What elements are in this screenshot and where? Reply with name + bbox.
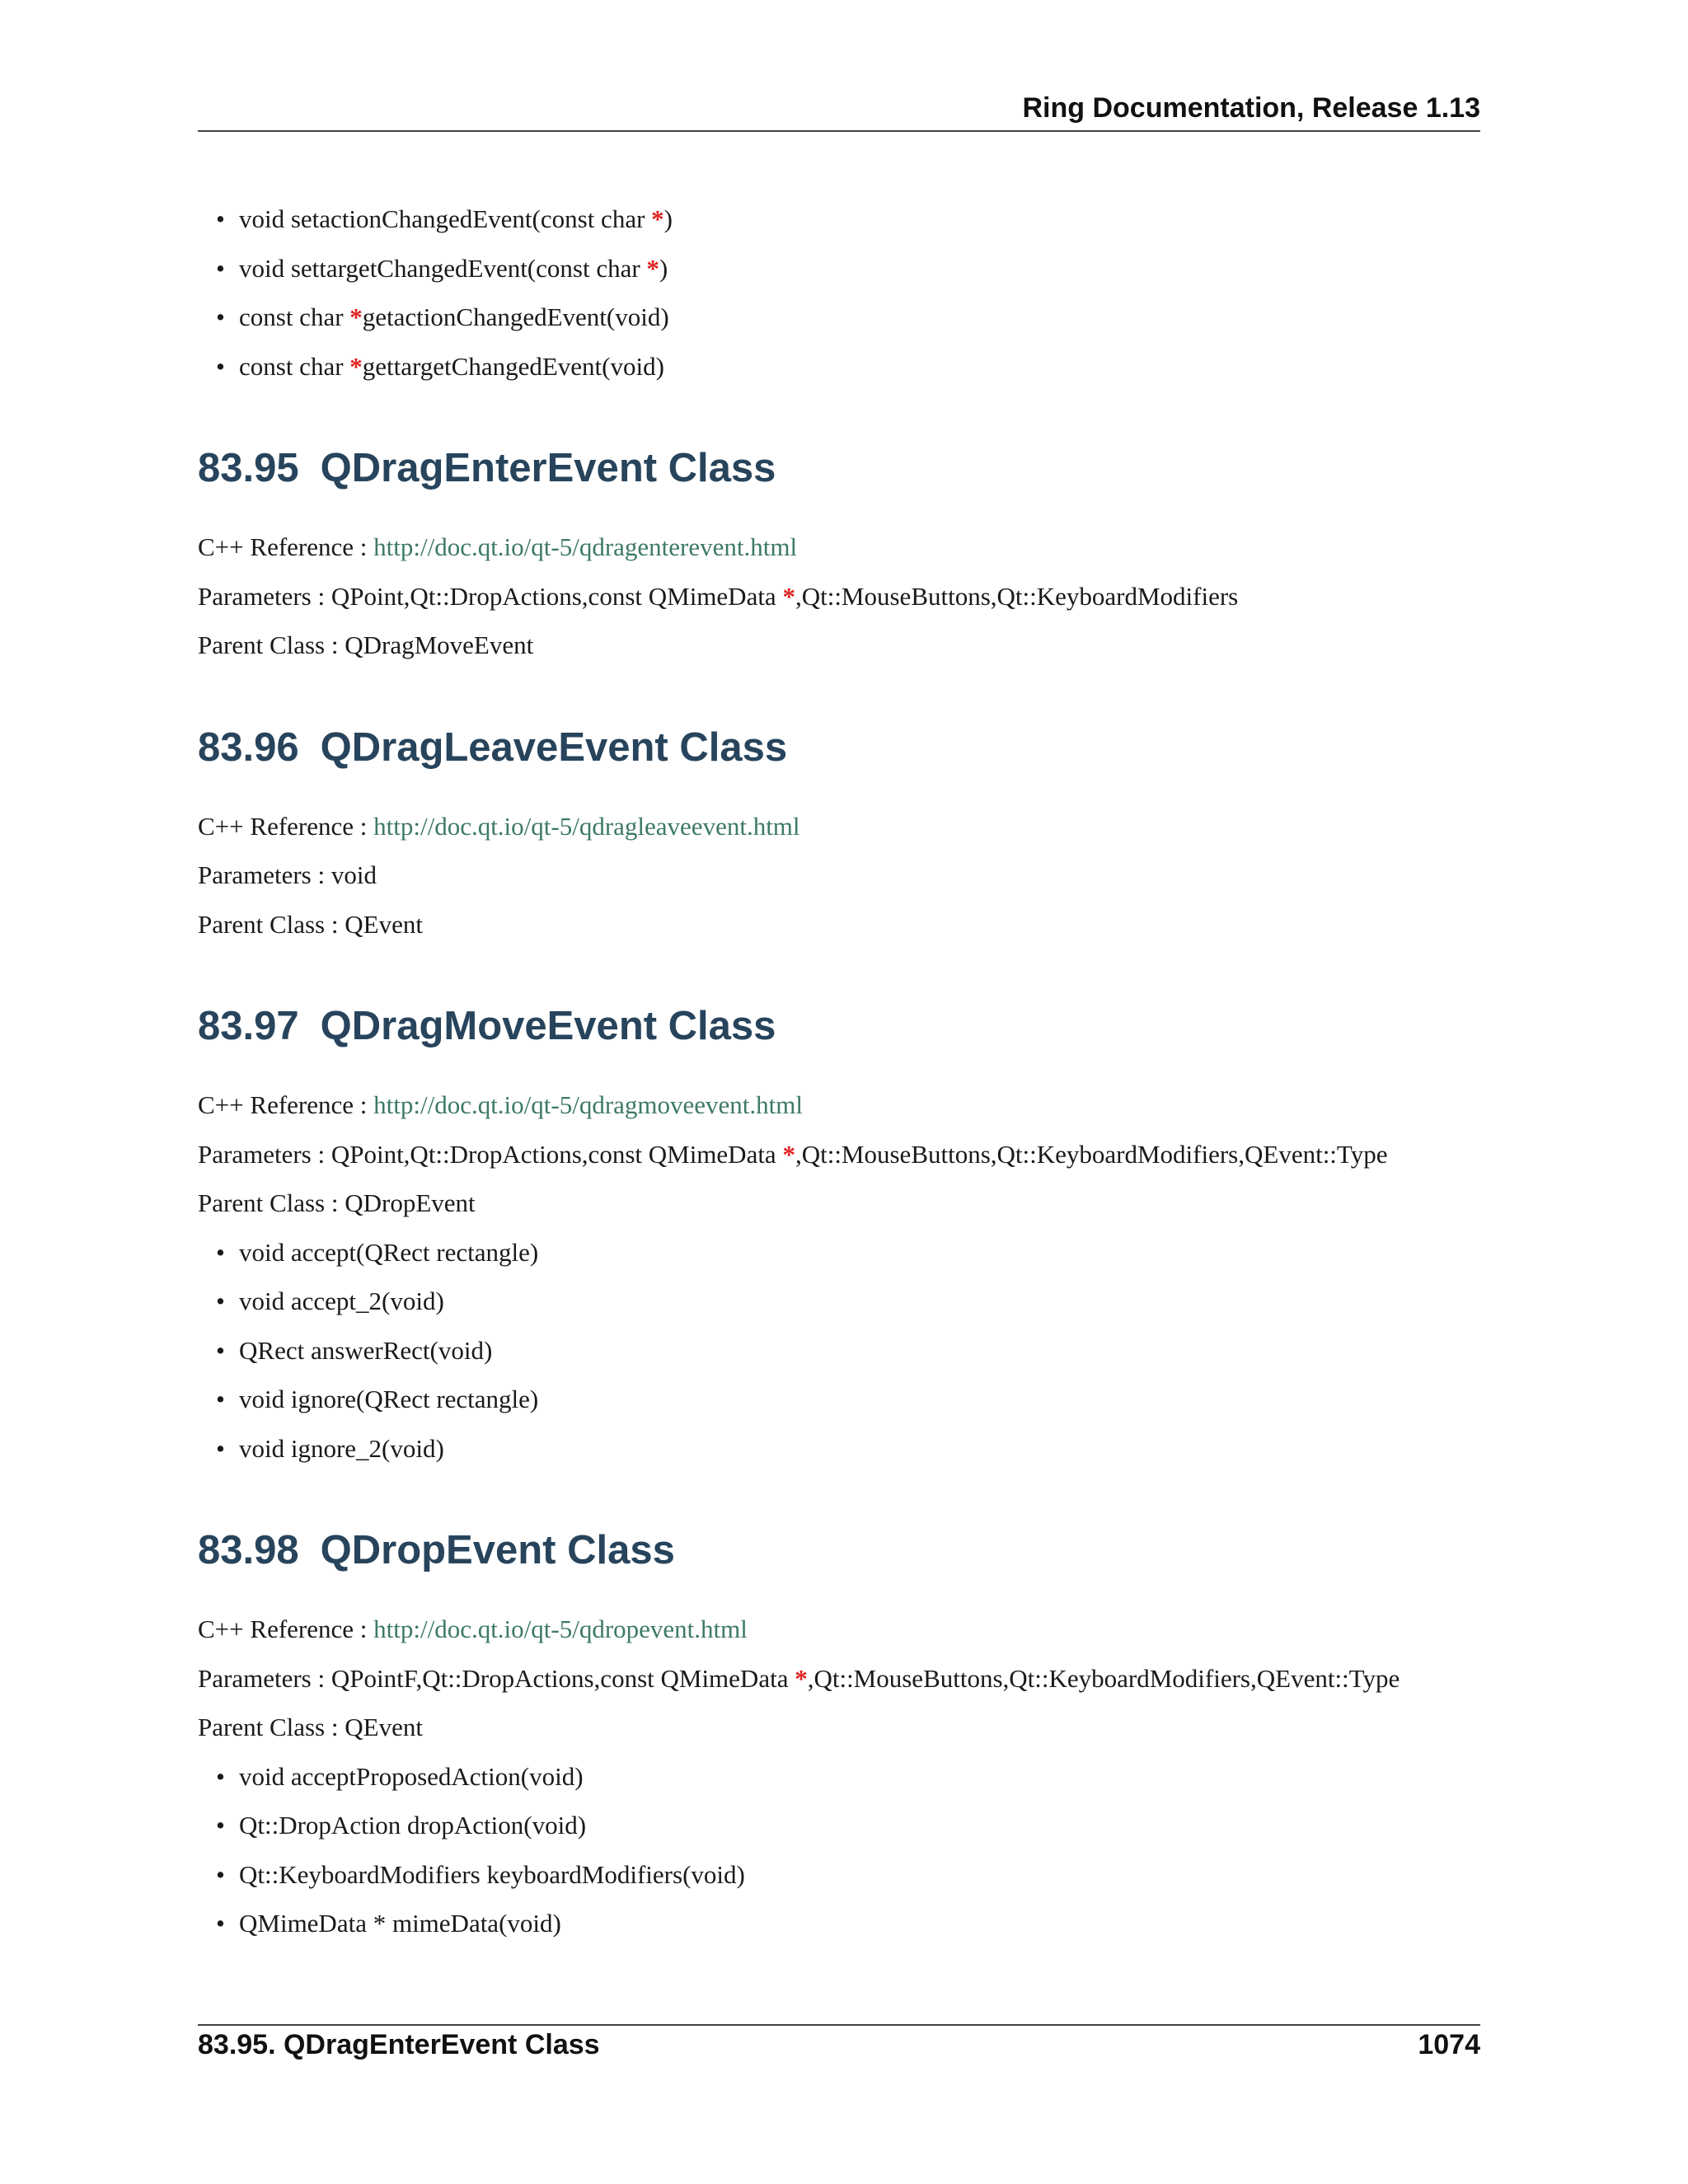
parameters: Parameters : void bbox=[198, 860, 377, 889]
bullet-icon: • bbox=[216, 1909, 225, 1938]
bullet-icon: • bbox=[216, 1335, 225, 1365]
reference-link[interactable]: http://doc.qt.io/qt-5/qdragleaveevent.html bbox=[373, 811, 800, 841]
bullet-icon: • bbox=[216, 1286, 225, 1315]
method-item: • void setactionChangedEvent(const char *) bbox=[239, 194, 1480, 244]
parent-class: Parent Class : QEvent bbox=[198, 909, 423, 939]
method-list bbox=[198, 1228, 1480, 1474]
section-title-qdragenterevent: 83.95 QDragEnterEvent Class bbox=[198, 446, 776, 490]
bullet-icon: • bbox=[216, 253, 225, 283]
bullet-icon: • bbox=[216, 1237, 225, 1267]
method-item: • void accept(QRect rectangle) bbox=[239, 1228, 1480, 1277]
section-title-qdragleaveevent: 83.96 QDragLeaveEvent Class bbox=[198, 724, 788, 770]
document-page bbox=[198, 0, 1480, 2184]
method-item: • const char *getactionChangedEvent(void) bbox=[239, 293, 1480, 342]
method-item: • Qt::DropAction dropAction(void) bbox=[239, 1801, 1480, 1850]
bullet-icon: • bbox=[216, 1859, 225, 1889]
method-item: • void ignore(QRect rectangle) bbox=[239, 1375, 1480, 1424]
method-item: • void settargetChangedEvent(const char *) bbox=[239, 244, 1480, 293]
method-item: • void ignore_2(void) bbox=[239, 1424, 1480, 1474]
reference-link[interactable]: http://doc.qt.io/qt-5/qdropevent.html bbox=[373, 1615, 748, 1643]
bullet-icon: • bbox=[216, 1761, 225, 1791]
section-title-qdragmoveevent: 83.97 QDragMoveEvent Class bbox=[198, 1004, 776, 1048]
method-item: • QRect answerRect(void) bbox=[239, 1326, 1480, 1376]
method-item: • const char *gettargetChangedEvent(void) bbox=[239, 342, 1480, 391]
footer-rule bbox=[198, 2024, 1480, 2026]
bullet-icon: • bbox=[216, 204, 225, 233]
reference-link[interactable]: http://doc.qt.io/qt-5/qdragmoveevent.html bbox=[373, 1090, 804, 1119]
method-item: • void accept_2(void) bbox=[239, 1277, 1480, 1326]
running-footer bbox=[198, 2029, 1480, 2061]
section-title-qdropevent: 83.98 QDropEvent Class bbox=[198, 1528, 675, 1572]
bullet-icon: • bbox=[216, 1811, 225, 1840]
reference-link[interactable]: http://doc.qt.io/qt-5/qdragenterevent.html bbox=[373, 532, 798, 561]
cpp-reference: C++ Reference : http://doc.qt.io/qt-5/qdragenterevent.html bbox=[198, 532, 798, 561]
parameters: Parameters : QPoint,Qt::DropActions,const QMimeData *,Qt::MouseButtons,Qt::KeyboardModifiers bbox=[198, 581, 1239, 611]
cpp-reference: C++ Reference : http://doc.qt.io/qt-5/qdropevent.html bbox=[198, 1615, 748, 1643]
parent-class: Parent Class : QDropEvent bbox=[198, 1188, 476, 1217]
intro-method-list bbox=[198, 194, 1480, 391]
method-list bbox=[198, 1752, 1480, 1948]
header-rule bbox=[198, 130, 1480, 132]
cpp-reference: C++ Reference : http://doc.qt.io/qt-5/qdragmoveevent.html bbox=[198, 1090, 804, 1119]
cpp-reference: C++ Reference : http://doc.qt.io/qt-5/qdragleaveevent.html bbox=[198, 811, 800, 841]
page-content bbox=[198, 194, 1480, 1948]
bullet-icon: • bbox=[216, 351, 225, 381]
running-header: Ring Documentation, Release 1.13 bbox=[1022, 92, 1480, 124]
page-number: 1074 bbox=[1418, 2029, 1480, 2060]
parameters: Parameters : QPointF,Qt::DropActions,const QMimeData *,Qt::MouseButtons,Qt::KeyboardModifiers,QEvent::Type bbox=[198, 1663, 1400, 1693]
footer-section-title: 83.95. QDragEnterEvent Class bbox=[198, 2029, 600, 2060]
bullet-icon: • bbox=[216, 1385, 225, 1413]
parent-class: Parent Class : QDragMoveEvent bbox=[198, 630, 534, 659]
parent-class: Parent Class : QEvent bbox=[198, 1713, 423, 1741]
method-item: • Qt::KeyboardModifiers keyboardModifiers(void) bbox=[239, 1850, 1480, 1900]
method-item: • QMimeData * mimeData(void) bbox=[239, 1899, 1480, 1948]
bullet-icon: • bbox=[216, 302, 225, 331]
parameters: Parameters : QPoint,Qt::DropActions,const QMimeData *,Qt::MouseButtons,Qt::KeyboardModifiers,QEvent::Type bbox=[198, 1139, 1388, 1169]
bullet-icon: • bbox=[216, 1433, 225, 1463]
method-item: • void acceptProposedAction(void) bbox=[239, 1752, 1480, 1802]
